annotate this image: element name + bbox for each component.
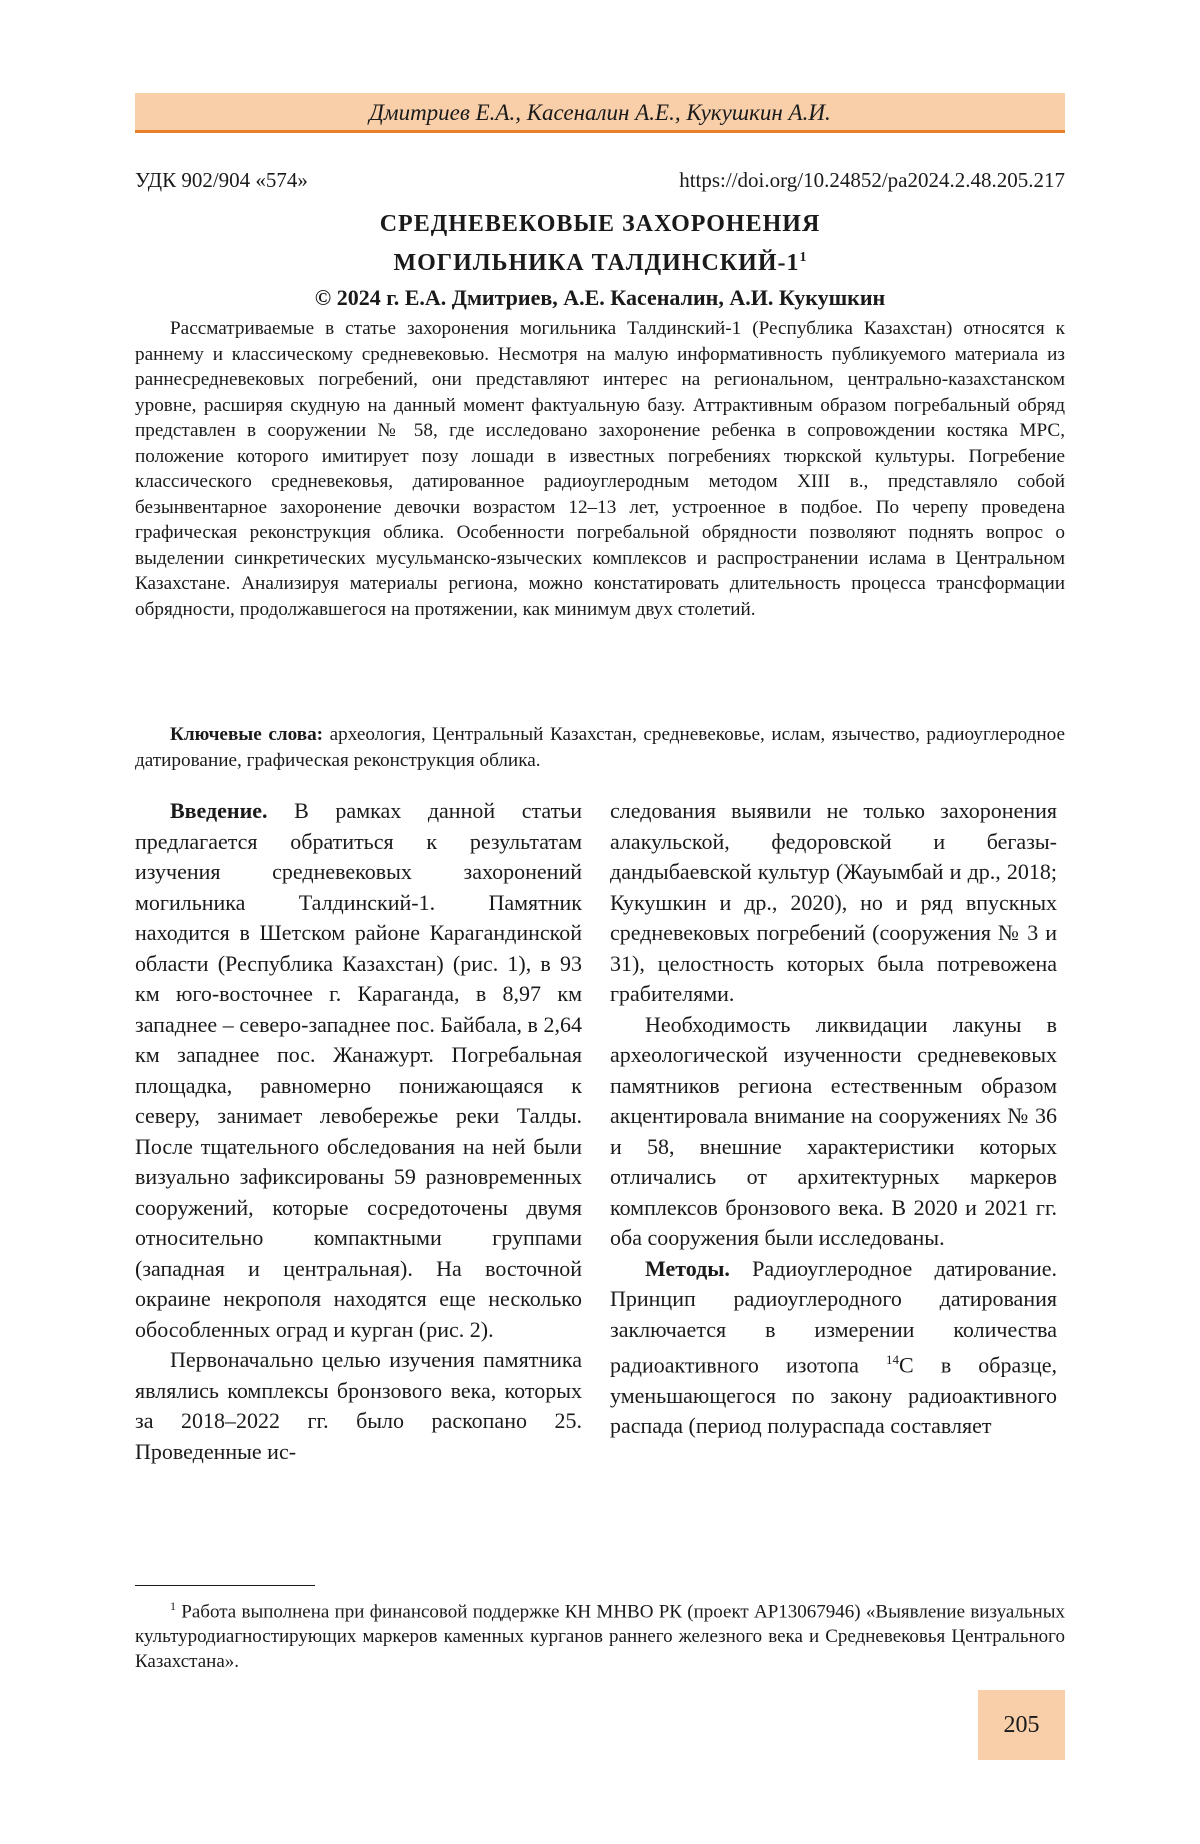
methods-text-a: Радиоуглеродное датирование. Принцип радиоуглеродного датирования заключается в измерении количества радиоактивного изотопа bbox=[610, 1255, 1057, 1378]
body-column-left bbox=[135, 796, 582, 1467]
page-number: 205 bbox=[978, 1690, 1065, 1760]
title-line-2 bbox=[135, 241, 1065, 280]
intro-heading: Введение. bbox=[170, 798, 268, 823]
methods-paragraph bbox=[610, 1254, 1057, 1442]
footnote-text: Работа выполнена при финансовой поддержке КН МНВО РК (проект АР13067946) «Выявление визуальных культуродиагностирующих маркеров каменных курганов раннего железного века и Средневековья Центрального Казахстана». bbox=[135, 1601, 1065, 1673]
footnote-divider bbox=[135, 1585, 315, 1586]
running-title: Дмитриев Е.А., Касеналин А.Е., Кукушкин А.И. bbox=[369, 100, 831, 125]
udk-code: УДК 902/904 «574» bbox=[135, 168, 308, 192]
paragraph-2: Первоначально целью изучения памятника являлись комплексы бронзового века, которых за 2018–2022 гг. было раскопано 25. Проведенные ис- bbox=[135, 1347, 582, 1464]
authors-line: © 2024 г. Е.А. Дмитриев, А.Е. Касеналин, А.И. Кукушкин bbox=[314, 285, 886, 310]
running-header bbox=[135, 93, 1065, 133]
keywords bbox=[135, 722, 1065, 773]
intro-text: В рамках данной статьи предлагается обратиться к результатам изучения средневековых захоронений могильника Талдинский-1. Памятник находится в Шетском районе Карагандинской области (Республика Казахстан) (рис. 1), в 93 км юго-восточнее г. Караганда, в 8,97 км западнее – северо-западнее пос. Байбала, в 2,64 км западнее пос. Жанажурт. Погребальная площадка, равномерно понижающаяся к северу, занимает левобережье реки Талды. После тщательного обследования на ней были визуально зафиксированы 59 разновременных сооружений, которые сосредоточены двумя относительно компактными группами (западная и центральная). На восточной окраине некрополя находятся еще несколько обособленных оград и курган (рис. 2). bbox=[135, 798, 582, 1342]
isotope-symbol: С bbox=[899, 1352, 914, 1378]
title-line-1: СРЕДНЕВЕКОВЫЕ ЗАХОРОНЕНИЯ bbox=[379, 211, 821, 237]
article-title bbox=[135, 207, 1065, 280]
methods-text-b: в образце, уменьшающегося по закону радиоактивного распада (период полураспада составляет bbox=[610, 1352, 1057, 1439]
abstract: Рассматриваемые в статье захоронения могильника Талдинский-1 (Республика Казахстан) относятся к раннему и классическому средневековью. Несмотря на малую информативность публикуемого материала из раннесредневековых погребений, они представляют интерес на региональном, центрально-казахстанском уровне, расширяя скудную на данный момент фактуальную базу. Аттрактивным образом погребальный обряд представлен в сооружении № 58, где исследовано захоронение ребенка в сопровождении костяка МРС, положение которого имитирует позу лошади в известных погребениях тюркской культуры. Погребение классического средневековья, датированное радиоуглеродным методом XIII в., представляло собой безынвентарное захоронение девочки возрастом 12–13 лет, устроенное в подбое. По черепу проведена графическая реконструкция облика. Особенности погребальной обрядности позволяют поднять вопрос о выделении синкретических мусульманско-языческих комплексов и распространении ислама в Центральном Казахстане. Анализируя материалы региона, можно констатировать длительность процесса трансформации обрядности, продолжавшегося на протяжении, как минимум двух столетий. bbox=[135, 318, 1065, 620]
methods-heading: Методы. bbox=[645, 1255, 730, 1281]
article-meta bbox=[135, 168, 1065, 193]
body-column-right bbox=[610, 796, 1057, 1442]
title-line-2-text: МОГИЛЬНИКА ТАЛДИНСКИЙ-1 bbox=[393, 250, 800, 276]
continued-paragraph: следования выявили не только захоронения алакульской, федоровской и бегазы-дандыбаевской культур (Жауымбай и др., 2018; Кукушкин и др., 2020), но и ряд впускных средневековых погребений (сооружения № 3 и 31), целостность которых была потревожена грабителями. bbox=[610, 798, 1057, 1006]
intro-paragraph bbox=[135, 796, 582, 1345]
paragraph-3: Необходимость ликвидации лакуны в археологической изученности средневековых памятников региона естественным образом акцентировала внимание на сооружениях № 36 и 58, внешние характеристики которых отличались от архитектурных маркеров комплексов бронзового века. В 2020 и 2021 гг. оба сооружения были исследованы. bbox=[610, 1011, 1057, 1250]
isotope-mass-number: 14 bbox=[886, 1352, 900, 1367]
doi-link[interactable]: https://doi.org/10.24852/pa2024.2.48.205.217 bbox=[679, 168, 1065, 192]
footnote-mark: 1 bbox=[170, 1599, 176, 1613]
title-footnote-mark[interactable]: 1 bbox=[799, 250, 807, 265]
footnote bbox=[135, 1594, 1065, 1674]
keywords-label: Ключевые слова: bbox=[170, 724, 324, 745]
keywords-list: археология, Центральный Казахстан, средневековье, ислам, язычество, радиоуглеродное датирование, графическая реконструкция облика. bbox=[135, 724, 1065, 771]
